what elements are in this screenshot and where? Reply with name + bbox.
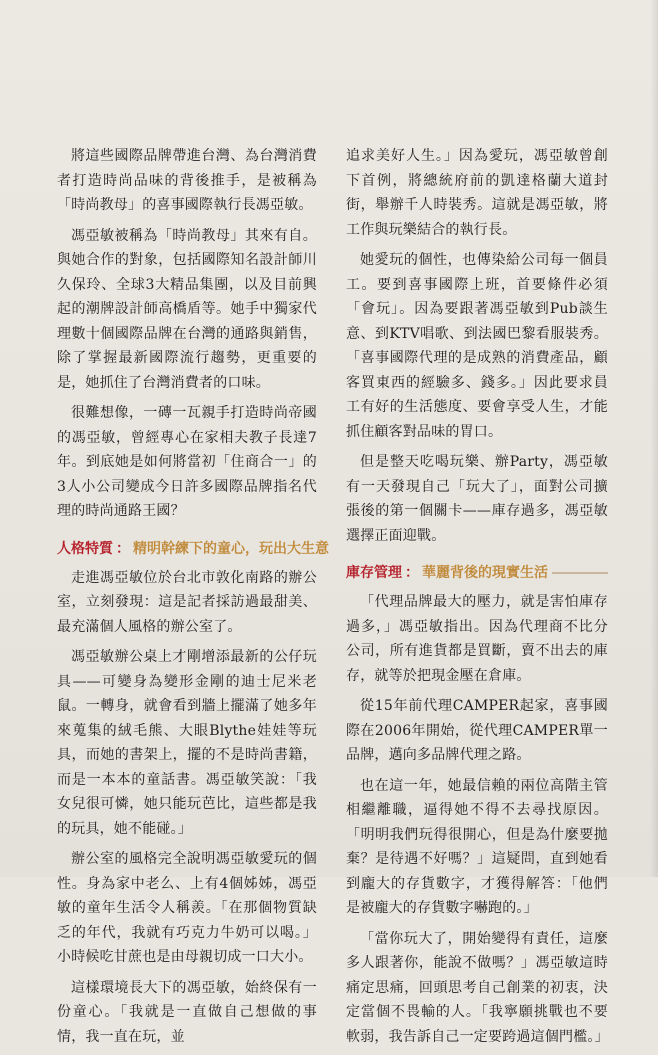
paragraph: 「當你玩大了，開始變得有責任，這麼多人跟著你，能說不做嗎？」馮亞敏這時痛定思痛，回頭思考自己創業的初衷，決定當個不畏輸的人。「我寧願挑戰也不要軟弱，我告訴自己一定要跨過這個門檻。」 xyxy=(346,930,609,1045)
paragraph: 這樣環境長大下的馮亞敏，始終保有一份童心。「我就是一直做自己想做的事情，我一直在玩，並 xyxy=(57,979,317,1045)
paragraph: 從15年前代理CAMPER起家，喜事國際在2006年開始，從代理CAMPER單一品牌，邁向多品牌代理之路。 xyxy=(346,698,608,763)
page-edge-shadow xyxy=(650,0,658,877)
section-separator: ： xyxy=(405,565,419,581)
paragraph: 辦公室的風格完全說明馮亞敏愛玩的個性。身為家中老么、上有4個姊姊，馮亞敏的童年生活令人稱羨。「在那個物質缺乏的年代，我就有巧克力牛奶可以喝。」小時候吃甘蔗也是由母親切成一口大小。 xyxy=(57,851,317,965)
right-column xyxy=(346,144,608,1055)
section-heading-inventory xyxy=(346,562,608,584)
paragraph: 很難想像，一磚一瓦親手打造時尚帝國的馮亞敏，曾經專心在家相夫教子長達7年。到底她是如何將當初「住商合一」的3人小公司變成今日許多國際品牌指名代理的時尚通路王國？ xyxy=(57,405,317,519)
paragraph: 追求美好人生。」因為愛玩，馮亞敏曾創下首例，將總統府前的凱達格蘭大道封街，舉辦千人時裝秀。這就是馮亞敏，將工作與玩樂結合的執行長。 xyxy=(346,148,608,238)
paragraph: 但是整天吃喝玩樂、辦Party，馮亞敏有一天發現自己「玩大了」，面對公司擴張後的第一個關卡——庫存過多，馮亞敏選擇正面迎戰。 xyxy=(346,454,608,544)
paragraph: 將這些國際品牌帶進台灣、為台灣消費者打造時尚品味的背後推手，是被稱為「時尚教母」的喜事國際執行長馮亞敏。 xyxy=(57,148,317,213)
section-title: 華麗背後的現實生活 xyxy=(422,565,548,581)
section-separator: ： xyxy=(116,540,130,557)
section-keyword: 人格特質 xyxy=(57,540,113,557)
left-column xyxy=(57,144,329,1055)
section-keyword: 庫存管理 xyxy=(346,565,402,581)
section-title: 精明幹練下的童心，玩出大生意 xyxy=(133,540,329,557)
paragraph: 馮亞敏被稱為「時尚教母」其來有自。與她合作的對象，包括國際知名設計師川久保玲、全球3大精品集團，以及目前興起的潮牌設計師高橋盾等。她手中獨家代理數十個國際品牌在台灣的通路與銷售，除了掌握最新國際流行趨勢，更重要的是，她抓住了台灣消費者的口味。 xyxy=(57,227,317,391)
paragraph: 也在這一年，她最信賴的兩位高階主管相繼離職，逼得她不得不去尋找原因。「明明我們玩得很開心，但是為什麼要拋棄？是待遇不好嗎？」這疑問，直到她看到龐大的存貨數字，才獲得解答：「他們是被龐大的存貨數字嚇跑的。」 xyxy=(346,777,608,916)
paragraph: 走進馮亞敏位於台北市敦化南路的辦公室，立刻發現：這是記者採訪過最甜美、最充滿個人風格的辦公室了。 xyxy=(57,569,317,635)
paragraph: 「代理品牌最大的壓力，就是害怕庫存過多，」馮亞敏指出。因為代理商不比分公司，所有進貨都是買斷，賣不出去的庫存，就等於把現金壓在倉庫。 xyxy=(346,594,608,684)
paragraph: 馮亞敏辦公桌上才剛增添最新的公仔玩具——可變身為變形金剛的迪士尼米老鼠。一轉身，就會看到牆上擺滿了她多年來蒐集的絨毛熊、大眼Blythe娃娃等玩具，而她的書架上，擺的不是時尚書籍，而是一本本的童話書。馮亞敏笑說：「我女兒很可憐，她只能玩芭比，這些都是我的玩具，她不能碰。」 xyxy=(57,649,317,837)
paragraph: 她愛玩的個性，也傳染給公司每一個員工。要到喜事國際上班，首要條件必須「會玩」。因為要跟著馮亞敏到Pub談生意、到KTV唱歌、到法國巴黎看服裝秀。「喜事國際代理的是成熟的消費產品，顧客買東西的經驗多、錢多。」因此要求員工有好的生活態度、要會享受人生，才能抓住顧客對品味的胃口。 xyxy=(346,252,608,440)
section-rule xyxy=(552,572,608,574)
section-heading-personality xyxy=(57,538,329,560)
